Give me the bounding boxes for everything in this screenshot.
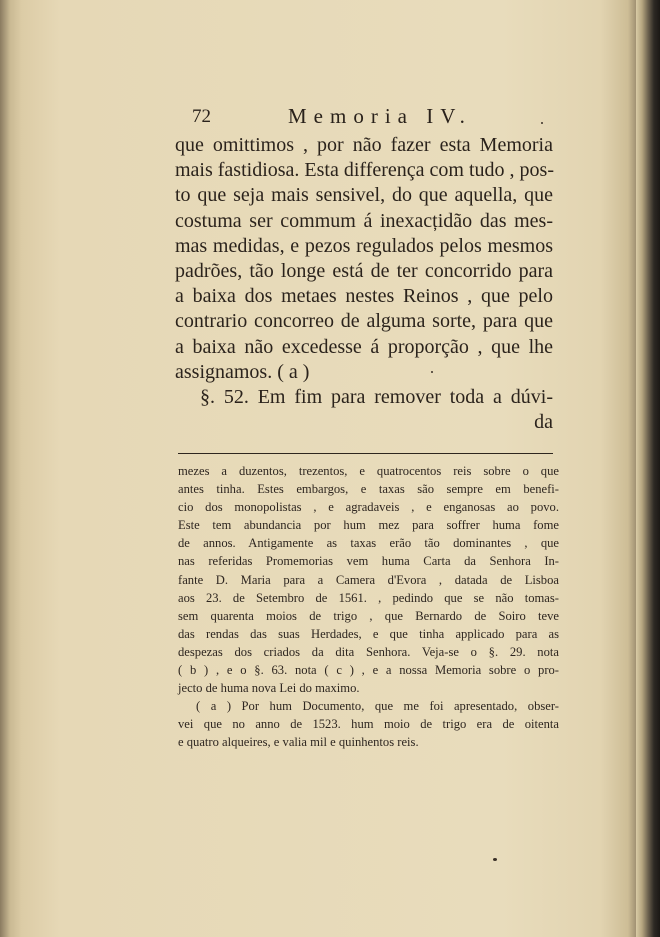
- footnote-line: despezas dos criados da dita Senhora. Veja-se o §. 29. nota: [178, 644, 559, 659]
- footnotes-block: [178, 462, 559, 752]
- text-line: mas medidas, e pezos regulados pelos mesmos: [175, 234, 553, 257]
- footnote-line: cio dos monopolistas , e agradaveis , e enganosas ao povo.: [178, 500, 559, 515]
- footnote-line: mezes a duzentos, trezentos, e quatrocentos reis sobre o que: [178, 464, 559, 478]
- text-line: assignamos. ( a ): [175, 360, 310, 383]
- footnote-line: das rendas das suas Herdades, e que tinha applicado para as: [178, 626, 559, 641]
- page-header: [160, 104, 580, 130]
- footnote-line: sem quarenta moios de trigo , que Bernardo de Soiro teve: [178, 608, 559, 623]
- text-line: to que seja mais sensivel, do que aquella, que: [175, 184, 553, 207]
- text-line: que omittimos , por não fazer esta Memoria: [175, 134, 553, 156]
- main-text-block: [175, 133, 553, 435]
- footnote-a-line: ( a ) Por hum Documento, que me foi apresentado, obser-: [196, 699, 559, 714]
- catchword: da: [534, 411, 553, 434]
- section-line: §. 52. Em fim para remover toda a dúvi-: [200, 385, 553, 408]
- footnote-line: aos 23. de Setembro de 1561. , pedindo que se não tomas-: [178, 590, 559, 605]
- text-line: costuma ser commum á inexacțidão das mes-: [175, 209, 553, 232]
- paper-speck: [431, 371, 433, 373]
- text-line: contrario concorreo de alguma sorte, para que: [175, 310, 553, 333]
- footnote-line: nas referidas Promemorias vem huma Carta da Senhora In-: [178, 554, 559, 569]
- paper-speck: [541, 122, 543, 124]
- text-line: a baixa não excedesse á proporção , que lhe: [175, 335, 553, 358]
- footnote-line: jecto de huma nova Lei do maximo.: [178, 681, 360, 696]
- footnote-line: e quatro alqueires, e valia mil e quinhentos reis.: [178, 735, 419, 750]
- page-number: 72: [192, 106, 211, 127]
- running-title: Memoria IV.: [288, 104, 472, 128]
- footnote-line: fante D. Maria para a Camera d'Evora , datada de Lisboa: [178, 572, 559, 587]
- text-line: padrões, tão longe está de ter concorrido para: [175, 259, 553, 282]
- footnote-line: ( b ) , e o §. 63. nota ( c ) , e a nossa Memoria sobre o pro-: [178, 663, 559, 678]
- footnote-line: de annos. Antigamente as taxas erão tão dominantes , que: [178, 536, 559, 551]
- text-line: mais fastidiosa. Esta differença com tudo , pos-: [175, 159, 554, 182]
- footnote-line: Este tem abundancia por hum mez para soffrer huma fome: [178, 518, 559, 533]
- paper-speck: [493, 858, 497, 861]
- text-line: a baixa dos metaes nestes Reinos , que pelo: [175, 285, 553, 308]
- footnote-rule: [178, 453, 553, 454]
- footnote-line: vei que no anno de 1523. hum moio de trigo era de oitenta: [178, 717, 559, 732]
- footnote-line: antes tinha. Estes embargos, e taxas são sempre em benefi-: [178, 482, 559, 497]
